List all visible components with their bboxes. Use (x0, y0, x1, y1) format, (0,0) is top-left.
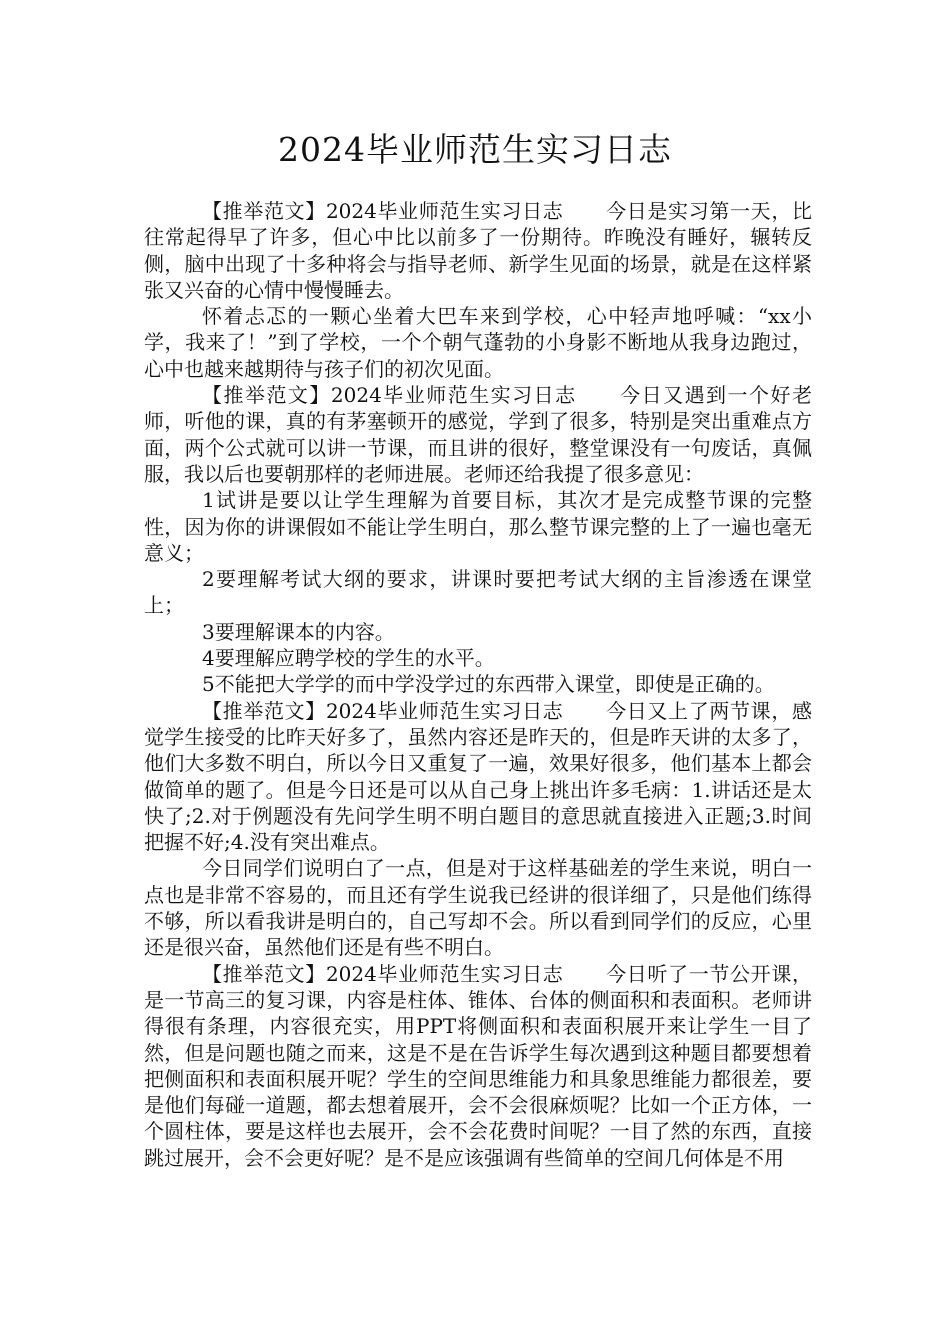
paragraph-text: 今日同学们说明白了一点，但是对于这样基础差的学生来说，明白一点也是非常不容易的，而且还有学生说我已经讲的很详细了，只是他们练得不够，所以看我讲是明白的，自己写却不会。所以看到同学们的反应，心里还是很兴奋，虽然他们还是有些不明白。 (144, 856, 812, 960)
paragraph-text: 2要理解考试大纲的要求，讲课时要把考试大纲的主旨渗透在课堂上； (144, 567, 812, 618)
paragraph-text: 5不能把大学学的而中学没学过的东西带入课堂，即使是正确的。 (202, 672, 775, 697)
paragraph-1 (144, 198, 812, 303)
paragraph-lead: 【推举范文】2024毕业师范生实习日志 (202, 199, 564, 223)
paragraph-text: 今日听了一节公开课，是一节高三的复习课，内容是柱体、锥体、台体的侧面积和表面积。老师讲得很有条理，内容很充实，用PPT将侧面积和表面积展开来让学生一目了然，但是问题也随之而来，这是不是在告诉学生每次遇到这种题目都要想着把侧面积和表面积展开呢？学生的空间思维能力和具象思维能力都很差，要是他们每碰一道题，都去想着展开，会不会很麻烦呢？比如一个正方体，一个圆柱体，要是这样也去展开，会不会花费时间呢？一目了然的东西，直接跳过展开，会不会更好呢？是不是应该强调有些简单的空间几何体是不用 (144, 961, 812, 1170)
paragraph-text: 今日是实习第一天，比往常起得早了许多，但心中比以前多了一份期待。昨晚没有睡好，辗转反侧，脑中出现了十多种将会与指导老师、新学生见面的场景，就是在这样紧张又兴奋的心情中慢慢睡去。 (144, 199, 812, 302)
paragraph-text: 怀着忐忑的一颗心坐着大巴车来到学校，心中轻声地呼喊：“xx小学，我来了！”到了学校，一个个朝气蓬勃的小身影不断地从我身边跑过，心中也越来越期待与孩子们的初次见面。 (144, 304, 812, 381)
paragraph-lead: 【推举范文】2024毕业师范生实习日志 (202, 961, 564, 986)
paragraph-text: 4要理解应聘学校的学生的水平。 (202, 646, 495, 671)
paragraph-text: 3要理解课本的内容。 (202, 619, 395, 644)
paragraph-text: 今日又遇到一个好老师，听他的课，真的有茅塞顿开的感觉，学到了很多，特别是突出重难点方面，两个公式就可以讲一节课，而且讲的很好，整堂课没有一句废话，真佩服，我以后也要朝那样的老师进展。老师还给我提了很多意见： (144, 383, 812, 486)
advice-item-4 (144, 645, 812, 671)
advice-item-2 (144, 566, 812, 619)
paragraph-2 (144, 303, 812, 382)
paragraph-6 (144, 961, 812, 1171)
paragraph-lead: 【推举范文】2024毕业师范生实习日志 (202, 383, 577, 408)
paragraph-4 (144, 698, 812, 856)
document-title: 2024毕业师范生实习日志 (278, 130, 672, 169)
document-body (144, 198, 812, 1171)
paragraph-text: 今日又上了两节课，感觉学生接受的比昨天好多了，虽然内容还是昨天的，但是昨天讲的太多了，他们大多数不明白，所以今日又重复了一遍，效果好很多，他们基本上都会做简单的题了。但是今日还是可以从自己身上挑出许多毛病：1.讲话还是太快了;2.对于例题没有先问学生明不明白题目的意思就直接进入正题;3.时间把握不好;4.没有突出难点。 (144, 698, 812, 855)
advice-item-5 (144, 671, 812, 697)
paragraph-5 (144, 855, 812, 960)
paragraph-text: 1试讲是要以让学生理解为首要目标，其次才是完成整节课的完整性，因为你的讲课假如不能让学生明白，那么整节课完整的上了一遍也毫无意义； (144, 488, 812, 565)
advice-item-3 (144, 619, 812, 645)
paragraph-lead: 【推举范文】2024毕业师范生实习日志 (202, 698, 564, 723)
paragraph-3 (144, 382, 812, 487)
advice-item-1 (144, 487, 812, 566)
